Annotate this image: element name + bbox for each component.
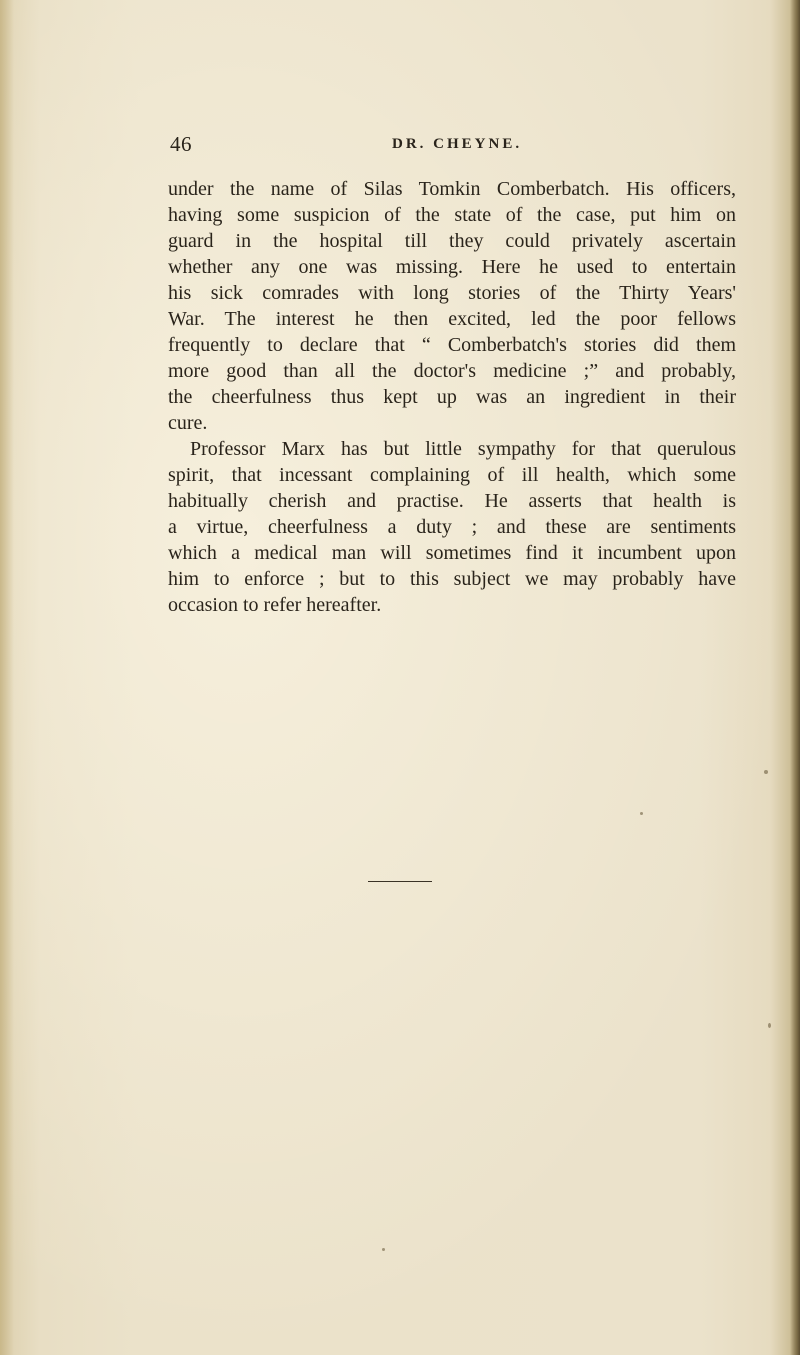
text-line: which a medical man will sometimes find it incumbent upon (168, 542, 736, 564)
text-line: habitually cherish and practise. He asserts that health is (168, 490, 736, 512)
paper-speck (764, 770, 768, 774)
page-header (170, 128, 730, 168)
text-line-paragraph-start: Professor Marx has but little sympathy for that querulous (190, 438, 736, 460)
paper-speck (640, 812, 643, 815)
running-head: DR. CHEYNE. (392, 136, 523, 152)
text-line: more good than all the doctor's medicine ;” and probably, (168, 360, 736, 382)
text-line: occasion to refer hereafter. (168, 594, 382, 616)
text-line: frequently to declare that “ Comberbatch's stories did them (168, 334, 736, 356)
paper-speck (768, 1023, 771, 1028)
paper-speck (382, 1248, 385, 1251)
page-left-margin-shadow (0, 0, 14, 1355)
text-line: cure. (168, 412, 208, 434)
text-line: whether any one was missing. Here he used to entertain (168, 256, 736, 278)
page-gutter-shadow (790, 0, 800, 1355)
text-line: his sick comrades with long stories of the Thirty Years' (168, 282, 736, 304)
text-line: War. The interest he then excited, led the poor fellows (168, 308, 736, 330)
body-text (168, 176, 736, 618)
text-line: a virtue, cheerfulness a duty ; and these are sentiments (168, 516, 736, 538)
text-line: the cheerfulness thus kept up was an ingredient in their (168, 386, 736, 408)
section-end-rule (368, 881, 432, 882)
text-line: under the name of Silas Tomkin Comberbatch. His officers, (168, 178, 736, 200)
page-number: 46 (170, 132, 192, 156)
text-line: spirit, that incessant complaining of ill health, which some (168, 464, 736, 486)
text-line: guard in the hospital till they could privately ascertain (168, 230, 736, 252)
text-line: him to enforce ; but to this subject we may probably have (168, 568, 736, 590)
text-line: having some suspicion of the state of the case, put him on (168, 204, 736, 226)
